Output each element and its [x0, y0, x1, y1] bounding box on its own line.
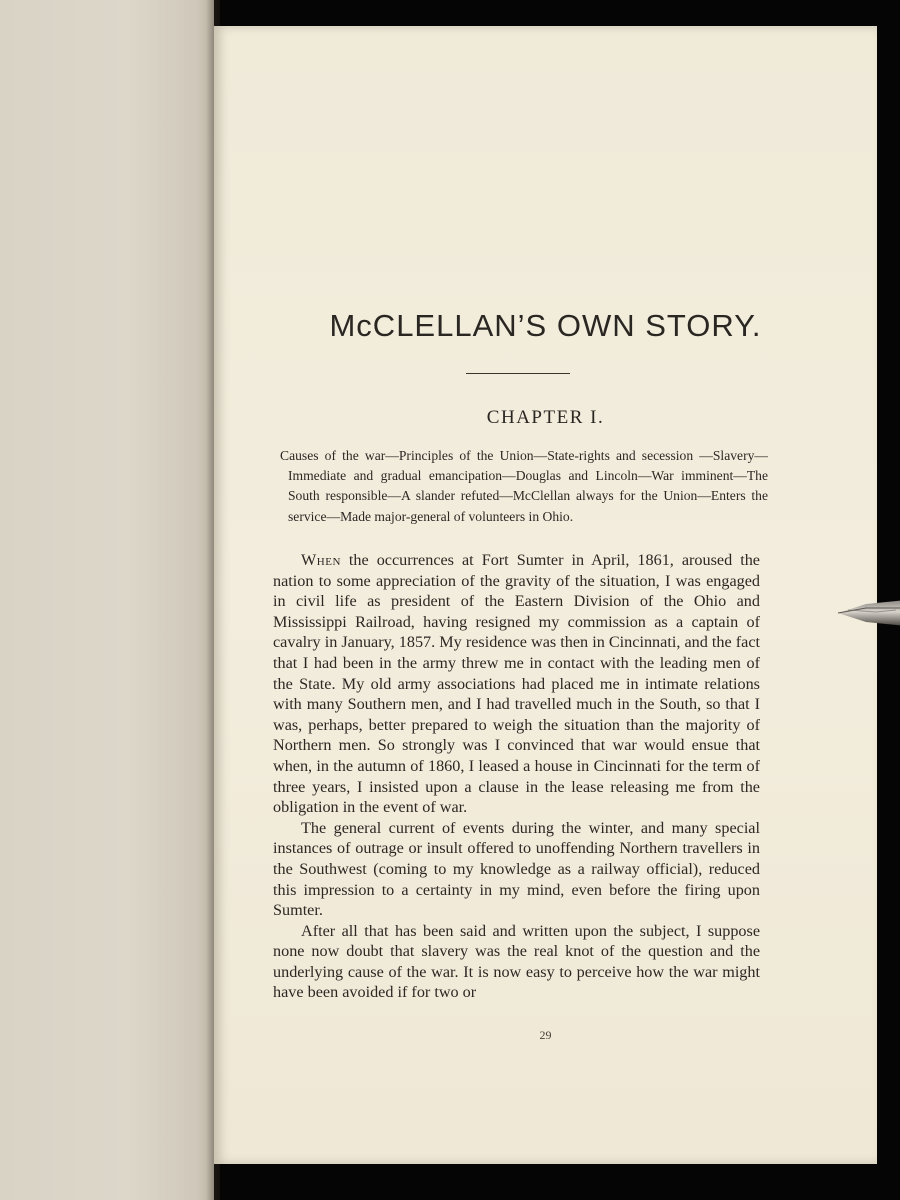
paragraph-2: The general current of events during the winter, and many special instances of outrage or insult offered to unoffending Northern travellers in the Southwest (coming to my knowledge as a railway official), reduced this impression to a certainty in my mind, even before the firing upon Sumter.	[273, 818, 760, 920]
chapter-heading: CHAPTER I.	[486, 407, 605, 428]
book-title: McCLELLAN’S OWN STORY.	[329, 308, 762, 343]
paragraph-lead-word: When	[301, 551, 341, 569]
pen-pointer-icon	[836, 596, 900, 630]
left-blank-page	[0, 0, 214, 1200]
chapter-summary: Causes of the war—Principles of the Union—State-rights and secession —Slavery—Immediate and gradual emancipation—Douglas and Lincoln—War imminent—The South responsible—A slander refuted—McClellan always for the Union—Enters the service—Made major-general of volunteers in Ohio.	[280, 448, 768, 524]
body-text	[273, 550, 760, 1003]
page-number: 29	[539, 1028, 552, 1042]
paragraph-3: After all that has been said and written upon the subject, I suppose none now doubt that slavery was the real knot of the question and the underlying cause of the war. It is now easy to perceive how the war might have been avoided if for two or	[273, 921, 760, 1002]
paragraph-1-text: the occurrences at Fort Sumter in April, 1861, aroused the nation to some appreciation of the gravity of the situation, I was engaged in civil life as president of the Eastern Division of the Ohio and Mississippi Railroad, having resigned my commission as a captain of cavalry in January, 1857. My residence was then in Cincinnati, and the fact that I had been in the army threw me in contact with the leading men of the State. My old army associations had placed me in intimate relations with many Southern men, and I had travelled much in the South, so that I was, perhaps, better prepared to weigh the situation than the majority of Northern men. So strongly was I convinced that war would ensue that when, in the autumn of 1860, I leased a house in Cincinnati for the term of three years, I insisted upon a clause in the lease releasing me from the obligation in the event of war.	[273, 551, 760, 817]
paragraph-1	[273, 550, 760, 818]
title-divider	[466, 373, 570, 374]
